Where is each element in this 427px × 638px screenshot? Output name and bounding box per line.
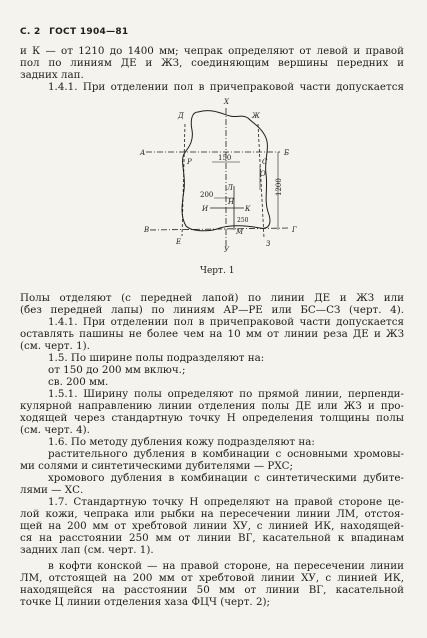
figure-caption: Черт. 1 <box>200 266 235 276</box>
text-line: (см. черт. 1). <box>20 340 90 352</box>
label-o: О <box>260 170 266 178</box>
text-line: лями — ХС. <box>20 484 84 496</box>
text-line: точке Ц линии отделения хаза ФЦЧ (черт. 2); <box>20 596 271 608</box>
doc-code: ГОСТ 1904—81 <box>49 27 129 37</box>
label-l: Л <box>227 184 233 192</box>
text-line: 1.5. По ширине полы подразделяют на: <box>48 352 265 364</box>
text-line: Полы отделяют (с передней лапой) по линии ДЕ и ЖЗ или <box>20 292 404 304</box>
text-line: находящейся на расстоянии 50 мм от линии ВГ, касательной <box>20 584 404 596</box>
text-line: ми солями и синтетическими дубителями — РХС; <box>20 460 293 472</box>
text-line: щей на 200 мм от хребтовой линии ХУ, с линией ИК, находящей- <box>20 520 404 532</box>
dim-1200: 1200 <box>275 178 283 196</box>
label-i: И <box>202 205 209 213</box>
text-line: кулярной направлению линии отделения полы ДЕ или ЖЗ и про- <box>20 400 404 412</box>
label-v: В <box>144 226 150 234</box>
dim-250: 250 <box>237 217 249 224</box>
text-line: растительного дубления в комбинации с основными хромовы- <box>48 448 404 460</box>
hide-diagram <box>140 98 300 254</box>
label-n: Н <box>228 198 235 206</box>
text-line: 1.6. По методу дубления кожу подразделяют на: <box>48 436 315 448</box>
label-e: Е <box>176 238 182 246</box>
label-zh: Ж <box>252 112 260 120</box>
text-line: от 150 до 200 мм включ.; <box>48 364 186 376</box>
label-k: К <box>245 205 251 213</box>
label-s: С <box>262 158 268 166</box>
label-u: У <box>224 246 230 254</box>
text-line: оставлять пашины не более чем на 10 мм от линии реза ДЕ и ЖЗ <box>20 328 404 340</box>
page-header <box>20 27 134 37</box>
text-line: задних лап (см. черт. 1). <box>20 544 154 556</box>
text-line: ся на расстоянии 250 мм от линии ВГ, касательной к впадинам <box>20 532 404 544</box>
text-line: 1.4.1. При отделении пол в причепраковой части допускается <box>48 81 404 93</box>
text-line: в кофти конской — на правой стороне, на пересечении линии <box>48 560 404 572</box>
dim-150: 150 <box>218 154 232 162</box>
text-line: св. 200 мм. <box>48 376 109 388</box>
page-number: С. 2 <box>20 27 41 37</box>
text-line: ходящей через стандартную точку Н определения толщины полы <box>20 412 404 424</box>
text-line: пол по линиям ДЕ и ЖЗ, соединяющим вершины передних и <box>20 57 404 69</box>
label-z: З <box>266 240 271 248</box>
text-line: 1.7. Стандартную точку Н определяют на правой стороне це- <box>48 496 404 508</box>
text-line: хромового дубления в комбинации с синтетическими дубите- <box>48 472 404 484</box>
label-x: X <box>224 98 229 106</box>
text-line: 1.4.1. При отделении пол в причепраковой части допускается <box>48 316 404 328</box>
dim-200: 200 <box>200 191 214 199</box>
label-r: Р <box>187 158 192 166</box>
text-line: ЛМ, отстоящей на 200 мм от хребтовой линии ХУ, с линией ИК, <box>20 572 404 584</box>
label-b: Б <box>284 149 290 157</box>
text-line: 1.5.1. Ширину полы определяют по прямой линии, перпенди- <box>48 388 404 400</box>
text-line: лой кожи, чепрака или рыбки на пересечении линии ЛМ, отстоя- <box>20 508 404 520</box>
label-m: М <box>236 228 244 236</box>
label-g: Г <box>292 226 297 234</box>
text-line: задних лап. <box>20 69 84 81</box>
text-line: (см. черт. 4). <box>20 424 90 436</box>
text-line: (без передней лапы) по линиям АР—РЕ или БС—СЗ (черт. 4). <box>20 304 404 316</box>
label-a: А <box>140 149 146 157</box>
label-d: Д <box>178 112 184 120</box>
text-line: и К — от 1210 до 1400 мм; чепрак определяют от левой и правой <box>20 45 404 57</box>
